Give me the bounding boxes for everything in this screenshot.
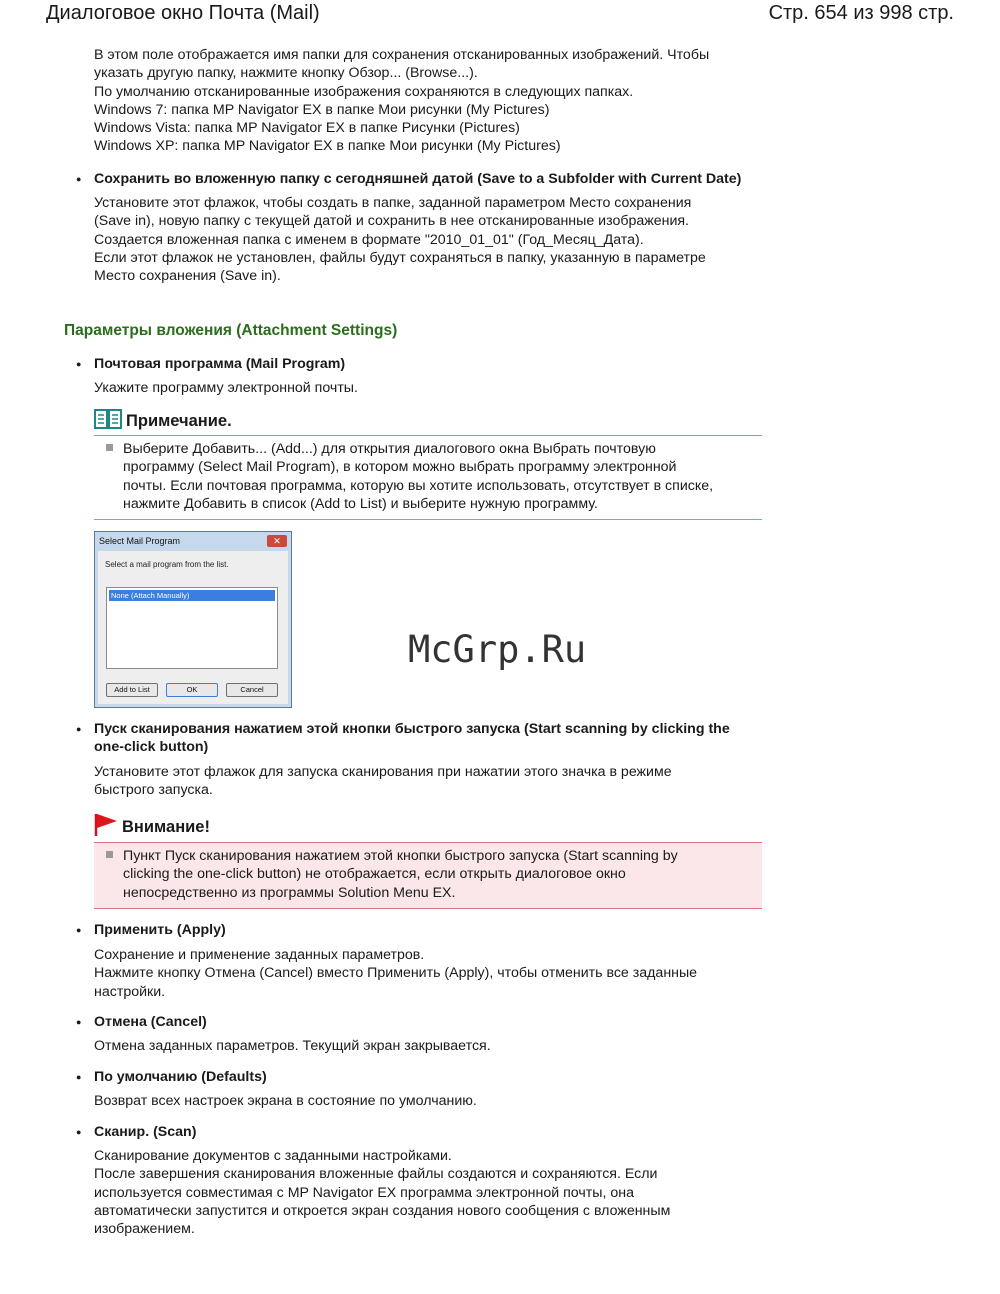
note-line: программу (Select Mail Program), в котором можно выбрать программу электронной (123, 459, 677, 476)
oneclick-text (94, 763, 774, 800)
text-line: После завершения сканирования вложенные файлы создаются и сохраняются. Если (94, 1166, 658, 1183)
text-line: Место сохранения (Save in). (94, 268, 281, 285)
apply-item (94, 921, 774, 939)
dialog-body (98, 551, 288, 704)
intro-line: Windows XP: папка MP Navigator EX в папке Мои рисунки (My Pictures) (94, 138, 561, 155)
defaults-text (94, 1092, 774, 1110)
note-line: Выберите Добавить... (Add...) для открытия диалогового окна Выбрать почтовую (123, 441, 656, 457)
note-divider (94, 519, 762, 520)
intro-line: указать другую папку, нажмите кнопку Обзор... (Browse...). (94, 65, 478, 82)
text-line: Установите этот флажок, чтобы создать в папке, заданной параметром Место сохранения (94, 195, 692, 211)
text-line: Возврат всех настроек экрана в состояние по умолчанию. (94, 1093, 477, 1109)
list-item[interactable]: None (Attach Manually) (109, 590, 275, 601)
note-line: нажмите Добавить в список (Add to List) и выберите нужную программу. (123, 495, 598, 512)
oneclick-item (94, 720, 774, 757)
apply-text (94, 946, 774, 1001)
intro-text (94, 46, 774, 156)
warning-line: Пункт Пуск сканирования нажатием этой кнопки быстрого запуска (Start scanning by (123, 848, 678, 864)
mail-program-list[interactable] (106, 587, 278, 669)
cancel-item (94, 1013, 774, 1031)
dialog-titlebar (95, 532, 291, 550)
intro-line: По умолчанию отсканированные изображения сохраняются в следующих папках. (94, 83, 634, 100)
defaults-item (94, 1068, 774, 1086)
dialog-title: Select Mail Program (99, 536, 181, 546)
red-flag-icon (94, 813, 118, 842)
cancel-button[interactable]: Cancel (226, 683, 278, 697)
text-line: Укажите программу электронной почты. (94, 380, 358, 396)
apply-title: ● Применить (Apply) (94, 921, 774, 939)
subfolder-text (94, 194, 774, 285)
text-line: настройки. (94, 983, 166, 1000)
ok-button[interactable]: OK (166, 683, 218, 697)
mail-program-item (94, 355, 774, 373)
text-line: используется совместимая с MP Navigator EX программа электронной почты, она (94, 1184, 634, 1201)
note-header (94, 408, 762, 435)
square-bullet-icon (106, 851, 113, 858)
warning-box (94, 813, 762, 909)
close-icon[interactable]: ✕ (267, 535, 287, 547)
warning-line: clicking the one-click button) не отображается, если открыть диалоговое окно (123, 866, 626, 883)
mail-program-text (94, 379, 774, 397)
select-mail-program-dialog (94, 531, 292, 708)
text-line: Установите этот флажок для запуска сканирования при нажатии этого значка в режиме (94, 764, 672, 780)
text-line: Сохранение и применение заданных параметров. (94, 947, 425, 963)
square-bullet-icon (106, 444, 113, 451)
intro-line: Windows 7: папка MP Navigator EX в папке Мои рисунки (My Pictures) (94, 101, 550, 118)
warning-heading: Внимание! (122, 818, 210, 836)
subfolder-title: ● Сохранить во вложенную папку с сегодняшней датой (Save to a Subfolder with Current Date) (94, 170, 774, 188)
cancel-text (94, 1037, 774, 1055)
text-line: Создается вложенная папка с именем в формате "2010_01_01" (Год_Месяц_Дата). (94, 231, 644, 248)
warning-divider (94, 908, 762, 909)
cancel-title: ● Отмена (Cancel) (94, 1013, 774, 1031)
text-line: быстрого запуска. (94, 782, 213, 799)
page-number: Стр. 654 из 998 стр. (768, 2, 954, 24)
oneclick-title: ● Пуск сканирования нажатием этой кнопки быстрого запуска (Start scanning by clicking the (94, 720, 774, 738)
intro-line: Windows Vista: папка MP Navigator EX в папке Рисунки (Pictures) (94, 120, 520, 137)
text-line: изображением. (94, 1221, 195, 1238)
note-content (94, 436, 762, 519)
text-line: (Save in), новую папку с текущей датой и сохранить в нее отсканированные изображения. (94, 213, 690, 230)
text-line: Сканирование документов с заданными настройками. (94, 1148, 452, 1164)
book-icon (94, 408, 122, 435)
note-heading: Примечание. (126, 412, 232, 430)
oneclick-title-cont: one-click button) (94, 739, 209, 756)
scan-title: ● Сканир. (Scan) (94, 1123, 774, 1141)
section-heading: Параметры вложения (Attachment Settings) (64, 322, 398, 339)
text-line: Если этот флажок не установлен, файлы будут сохраняться в папку, указанную в параметре (94, 249, 706, 266)
warning-line: непосредственно из программы Solution Menu EX. (123, 884, 456, 901)
warning-content (94, 843, 762, 908)
scan-text (94, 1147, 774, 1238)
intro-line: В этом поле отображается имя папки для сохранения отсканированных изображений. Чтобы (94, 47, 710, 63)
note-line: почты. Если почтовая программа, которую вы хотите использовать, отсутствует в списке, (123, 477, 714, 494)
text-line: автоматически запустится и откроется экран создания нового сообщения с вложенным (94, 1202, 671, 1219)
text-line: Отмена заданных параметров. Текущий экран закрывается. (94, 1038, 491, 1054)
mail-program-title: ● Почтовая программа (Mail Program) (94, 355, 774, 373)
warning-header (94, 813, 762, 842)
subfolder-item (94, 170, 774, 188)
note-box (94, 408, 762, 520)
dialog-label: Select a mail program from the list. (105, 560, 229, 569)
watermark: McGrp.Ru (408, 628, 587, 671)
scan-item (94, 1123, 774, 1141)
add-to-list-button[interactable]: Add to List (106, 683, 158, 697)
text-line: Нажмите кнопку Отмена (Cancel) вместо Применить (Apply), чтобы отменить все заданные (94, 965, 698, 982)
page-title: Диалоговое окно Почта (Mail) (46, 2, 320, 24)
defaults-title: ● По умолчанию (Defaults) (94, 1068, 774, 1086)
